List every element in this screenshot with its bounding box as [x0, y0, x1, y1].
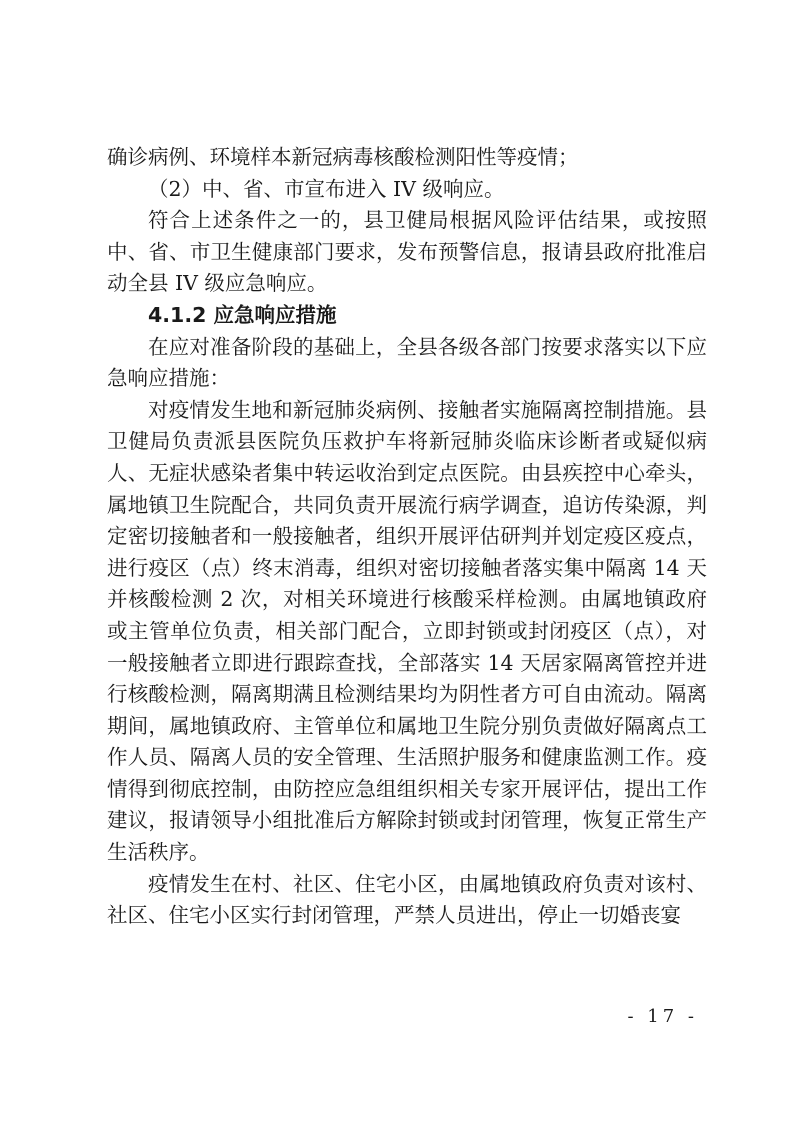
paragraph-community-closure: 疫情发生在村、社区、住宅小区，由属地镇政府负责对该村、社区、住宅小区实行封闭管理，严禁人员进出，停止一切婚丧宴 — [107, 871, 707, 928]
page-number: - 17 - — [627, 1006, 698, 1027]
paragraph-warning-conditions: 符合上述条件之一的，县卫健局根据风险评估结果，或按照中、省、市卫生健康部门要求，发布预警信息，报请县政府批准启动全县 IV 级应急响应。 — [107, 208, 707, 296]
paragraph-measures-intro: 在应对准备阶段的基础上，全县各级各部门按要求落实以下应急响应措施： — [107, 334, 707, 391]
section-heading: 4.1.2 应急响应措施 — [148, 302, 337, 327]
document-body — [107, 142, 707, 932]
paragraph-continuation: 确诊病例、环境样本新冠病毒核酸检测阳性等疫情； — [107, 145, 579, 169]
paragraph-level-response: （2）中、省、市宣布进入 IV 级响应。 — [148, 176, 505, 201]
paragraph-isolation-measures: 对疫情发生地和新冠肺炎病例、接触者实施隔离控制措施。县卫健局负责派县医院负压救护车将新冠肺炎临床诊断者或疑似病人、无症状感染者集中转运收治到定点医院。由县疾控中心牵头，属地镇卫生院配合，共同负责开展流行病学调查，追访传染源，判定密切接触者和一般接触者，组织开展评估研判并划定疫区疫点，进行疫区（点）终末消毒，组织对密切接触者落实集中隔离 14 天并核酸检测 2 次，对相关环境进行核酸采样检测。由属地镇政府或主管单位负责，相关部门配合，立即封锁或封闭疫区（点），对一般接触者立即进行跟踪查找，全部落实 14 天居家隔离管控并进行核酸检测，隔离期满且检测结果均为阴性者方可自由流动。隔离期间，属地镇政府、主管单位和属地卫生院分别负责做好隔离点工作人员、隔离人员的安全管理、生活照护服务和健康监测工作。疫情得到彻底控制，由防控应急组组织相关专家开展评估，提出工作建议，报请领导小组批准后方解除封锁或封闭管理，恢复正常生产生活秩序。 — [107, 397, 707, 865]
